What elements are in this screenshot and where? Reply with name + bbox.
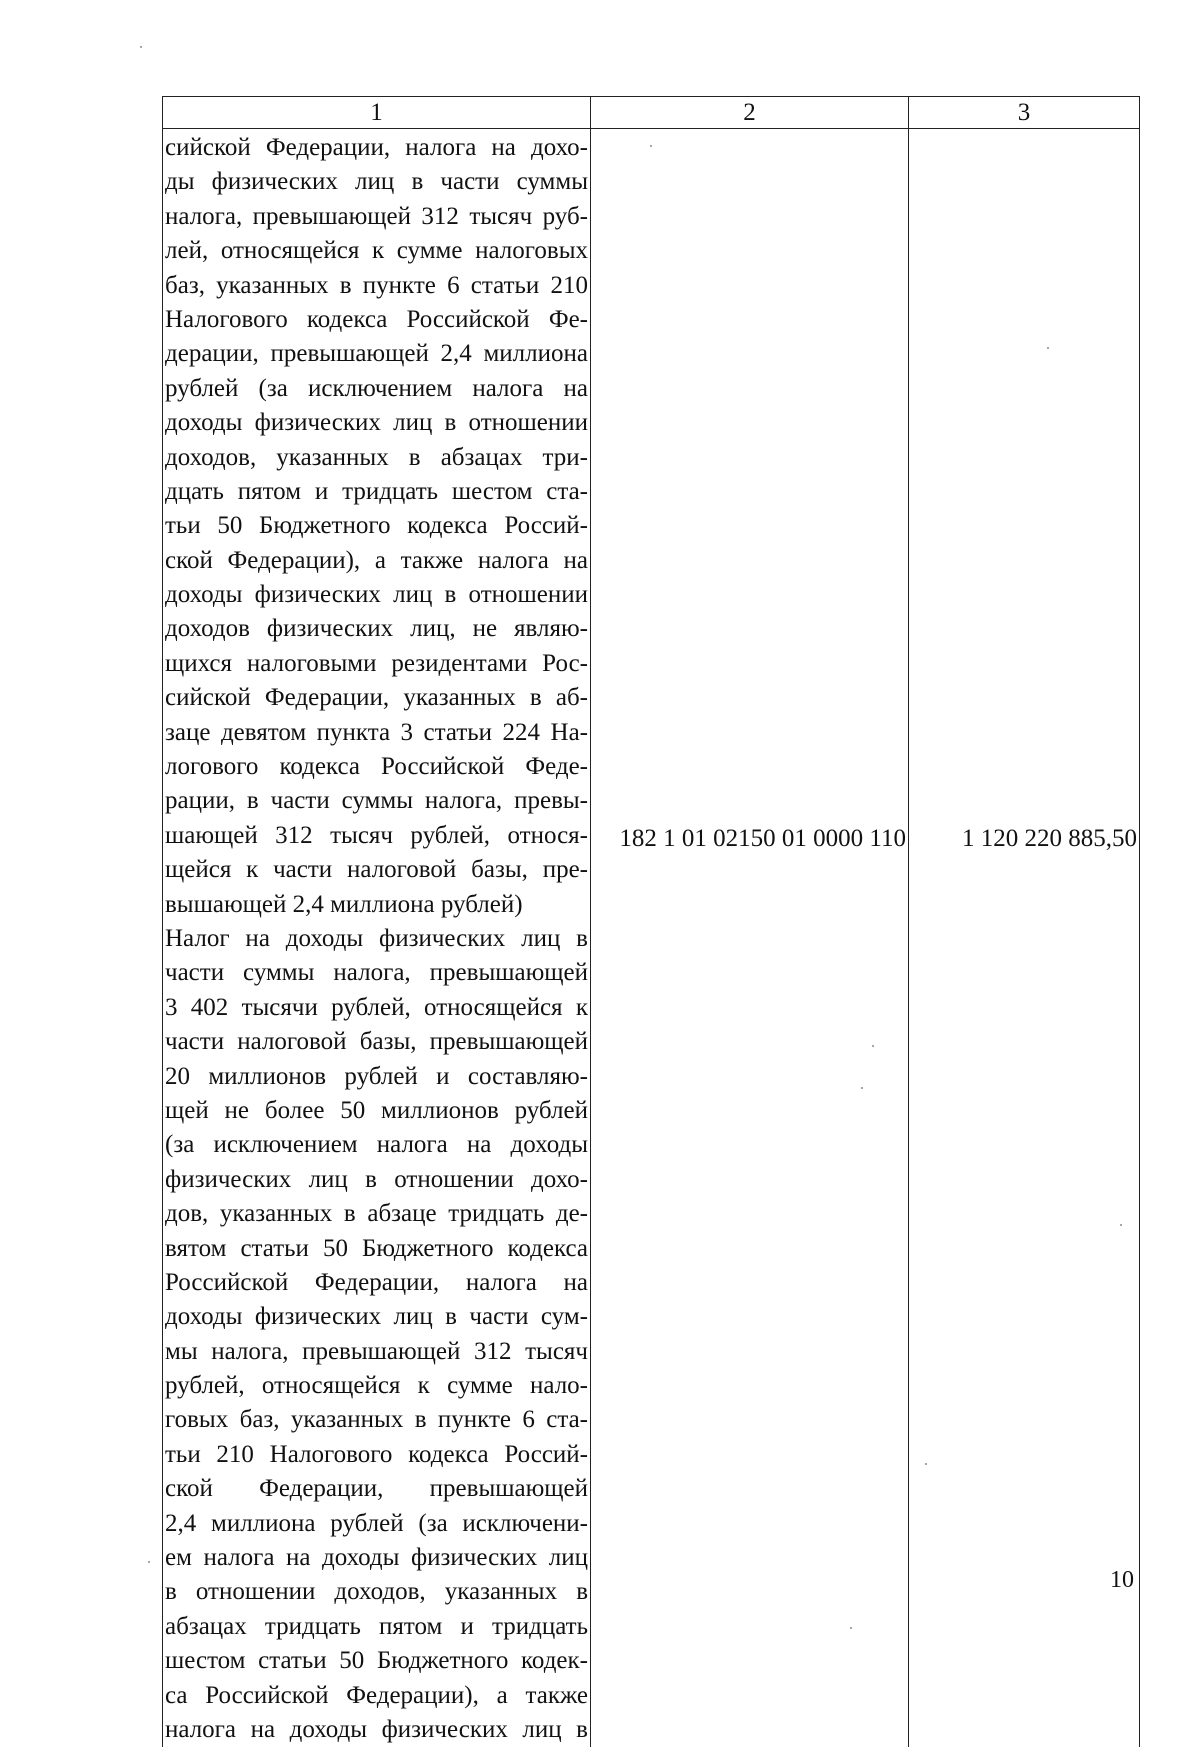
scan-speck <box>1120 1224 1122 1226</box>
description-line-part2: в отношении доходов, указанных в <box>163 1575 590 1609</box>
description-line-part1: ды физических лиц в части суммы <box>163 165 590 199</box>
description-line-part1: заце девятом пункта 3 статьи 224 На- <box>163 716 590 750</box>
description-line-part2: шестом статьи 50 Бюджетного кодек- <box>163 1644 590 1678</box>
description-line-part1: доходов физических лиц, не являю- <box>163 612 590 646</box>
description-line-part1: сийской Федерации, налога на дохо- <box>163 131 590 165</box>
scan-speck <box>140 46 142 48</box>
budget-revenue-table <box>162 96 1140 1747</box>
description-line-part2: говых баз, указанных в пункте 6 ста- <box>163 1403 590 1437</box>
description-line-part2: Налог на доходы физических лиц в <box>163 922 590 956</box>
description-line-part1: сийской Федерации, указанных в аб- <box>163 681 590 715</box>
description-line-part1: доходов, указанных в абзацах три- <box>163 441 590 475</box>
scan-speck <box>872 1045 874 1047</box>
scan-speck <box>850 1627 852 1629</box>
description-line-part2: 3 402 тысячи рублей, относящейся к <box>163 991 590 1025</box>
description-line-part2: части суммы налога, превышающей <box>163 956 590 990</box>
description-line-part1: Налогового кодекса Российской Фе- <box>163 303 590 337</box>
description-line-part1: рублей (за исключением налога на <box>163 372 590 406</box>
description-line-part1: щихся налоговыми резидентами Рос- <box>163 647 590 681</box>
description-line-part2: тьи 210 Налогового кодекса Россий- <box>163 1438 590 1472</box>
description-line-part1: щейся к части налоговой базы, пре- <box>163 853 590 887</box>
description-line-part1: ской Федерации), а также налога на <box>163 544 590 578</box>
description-line-part1: шающей 312 тысяч рублей, относя- <box>163 819 590 853</box>
description-line-part2: ской Федерации, превышающей <box>163 1472 590 1506</box>
budget-classification-code: 182 1 01 02150 01 0000 110 <box>591 822 906 856</box>
description-line-part1: дерации, превышающей 2,4 миллиона <box>163 337 590 371</box>
description-line-part1: лей, относящейся к сумме налоговых <box>163 234 590 268</box>
description-line-part2: части налоговой базы, превышающей <box>163 1025 590 1059</box>
description-line-part2: дов, указанных в абзаце тридцать де- <box>163 1197 590 1231</box>
description-line-part2: (за исключением налога на доходы <box>163 1128 590 1162</box>
column-header-2: 2 <box>591 97 909 129</box>
description-text <box>163 129 590 1747</box>
table-header-row <box>163 97 1140 129</box>
column-header-1: 1 <box>163 97 591 129</box>
description-line-part2: Российской Федерации, налога на <box>163 1266 590 1300</box>
description-line-part1: доходы физических лиц в отношении <box>163 578 590 612</box>
description-line-part2: налога на доходы физических лиц в <box>163 1713 590 1747</box>
page-number: 10 <box>1110 1566 1134 1594</box>
description-line-part2: мы налога, превышающей 312 тысяч <box>163 1335 590 1369</box>
description-line-part2: абзацах тридцать пятом и тридцать <box>163 1610 590 1644</box>
description-line-part2: 2,4 миллиона рублей (за исключени- <box>163 1507 590 1541</box>
scan-speck <box>925 1463 927 1465</box>
scan-speck <box>861 1087 863 1089</box>
scan-speck <box>650 145 652 147</box>
column-header-3: 3 <box>909 97 1140 129</box>
description-line-part1: доходы физических лиц в отношении <box>163 406 590 440</box>
description-line-part2: са Российской Федерации), а также <box>163 1679 590 1713</box>
description-line-part1: вышающей 2,4 миллиона рублей) <box>163 888 590 922</box>
code-cell <box>591 129 909 1747</box>
scan-speck <box>1047 347 1049 349</box>
scan-speck <box>148 1561 150 1563</box>
description-line-part2: доходы физических лиц в части сум- <box>163 1300 590 1334</box>
description-line-part1: тьи 50 Бюджетного кодекса Россий- <box>163 509 590 543</box>
description-line-part1: логового кодекса Российской Феде- <box>163 750 590 784</box>
description-line-part2: щей не более 50 миллионов рублей <box>163 1094 590 1128</box>
description-line-part1: рации, в части суммы налога, превы- <box>163 784 590 818</box>
description-line-part2: рублей, относящейся к сумме нало- <box>163 1369 590 1403</box>
table-row <box>163 129 1140 1747</box>
description-line-part1: дцать пятом и тридцать шестом ста- <box>163 475 590 509</box>
description-cell <box>163 129 591 1747</box>
amount-value: 1 120 220 885,50 <box>909 822 1137 856</box>
description-line-part2: ем налога на доходы физических лиц <box>163 1541 590 1575</box>
description-line-part2: 20 миллионов рублей и составляю- <box>163 1060 590 1094</box>
description-line-part1: баз, указанных в пункте 6 статьи 210 <box>163 269 590 303</box>
description-line-part2: физических лиц в отношении дохо- <box>163 1163 590 1197</box>
description-line-part1: налога, превышающей 312 тысяч руб- <box>163 200 590 234</box>
description-line-part2: вятом статьи 50 Бюджетного кодекса <box>163 1232 590 1266</box>
amount-cell <box>909 129 1140 1747</box>
